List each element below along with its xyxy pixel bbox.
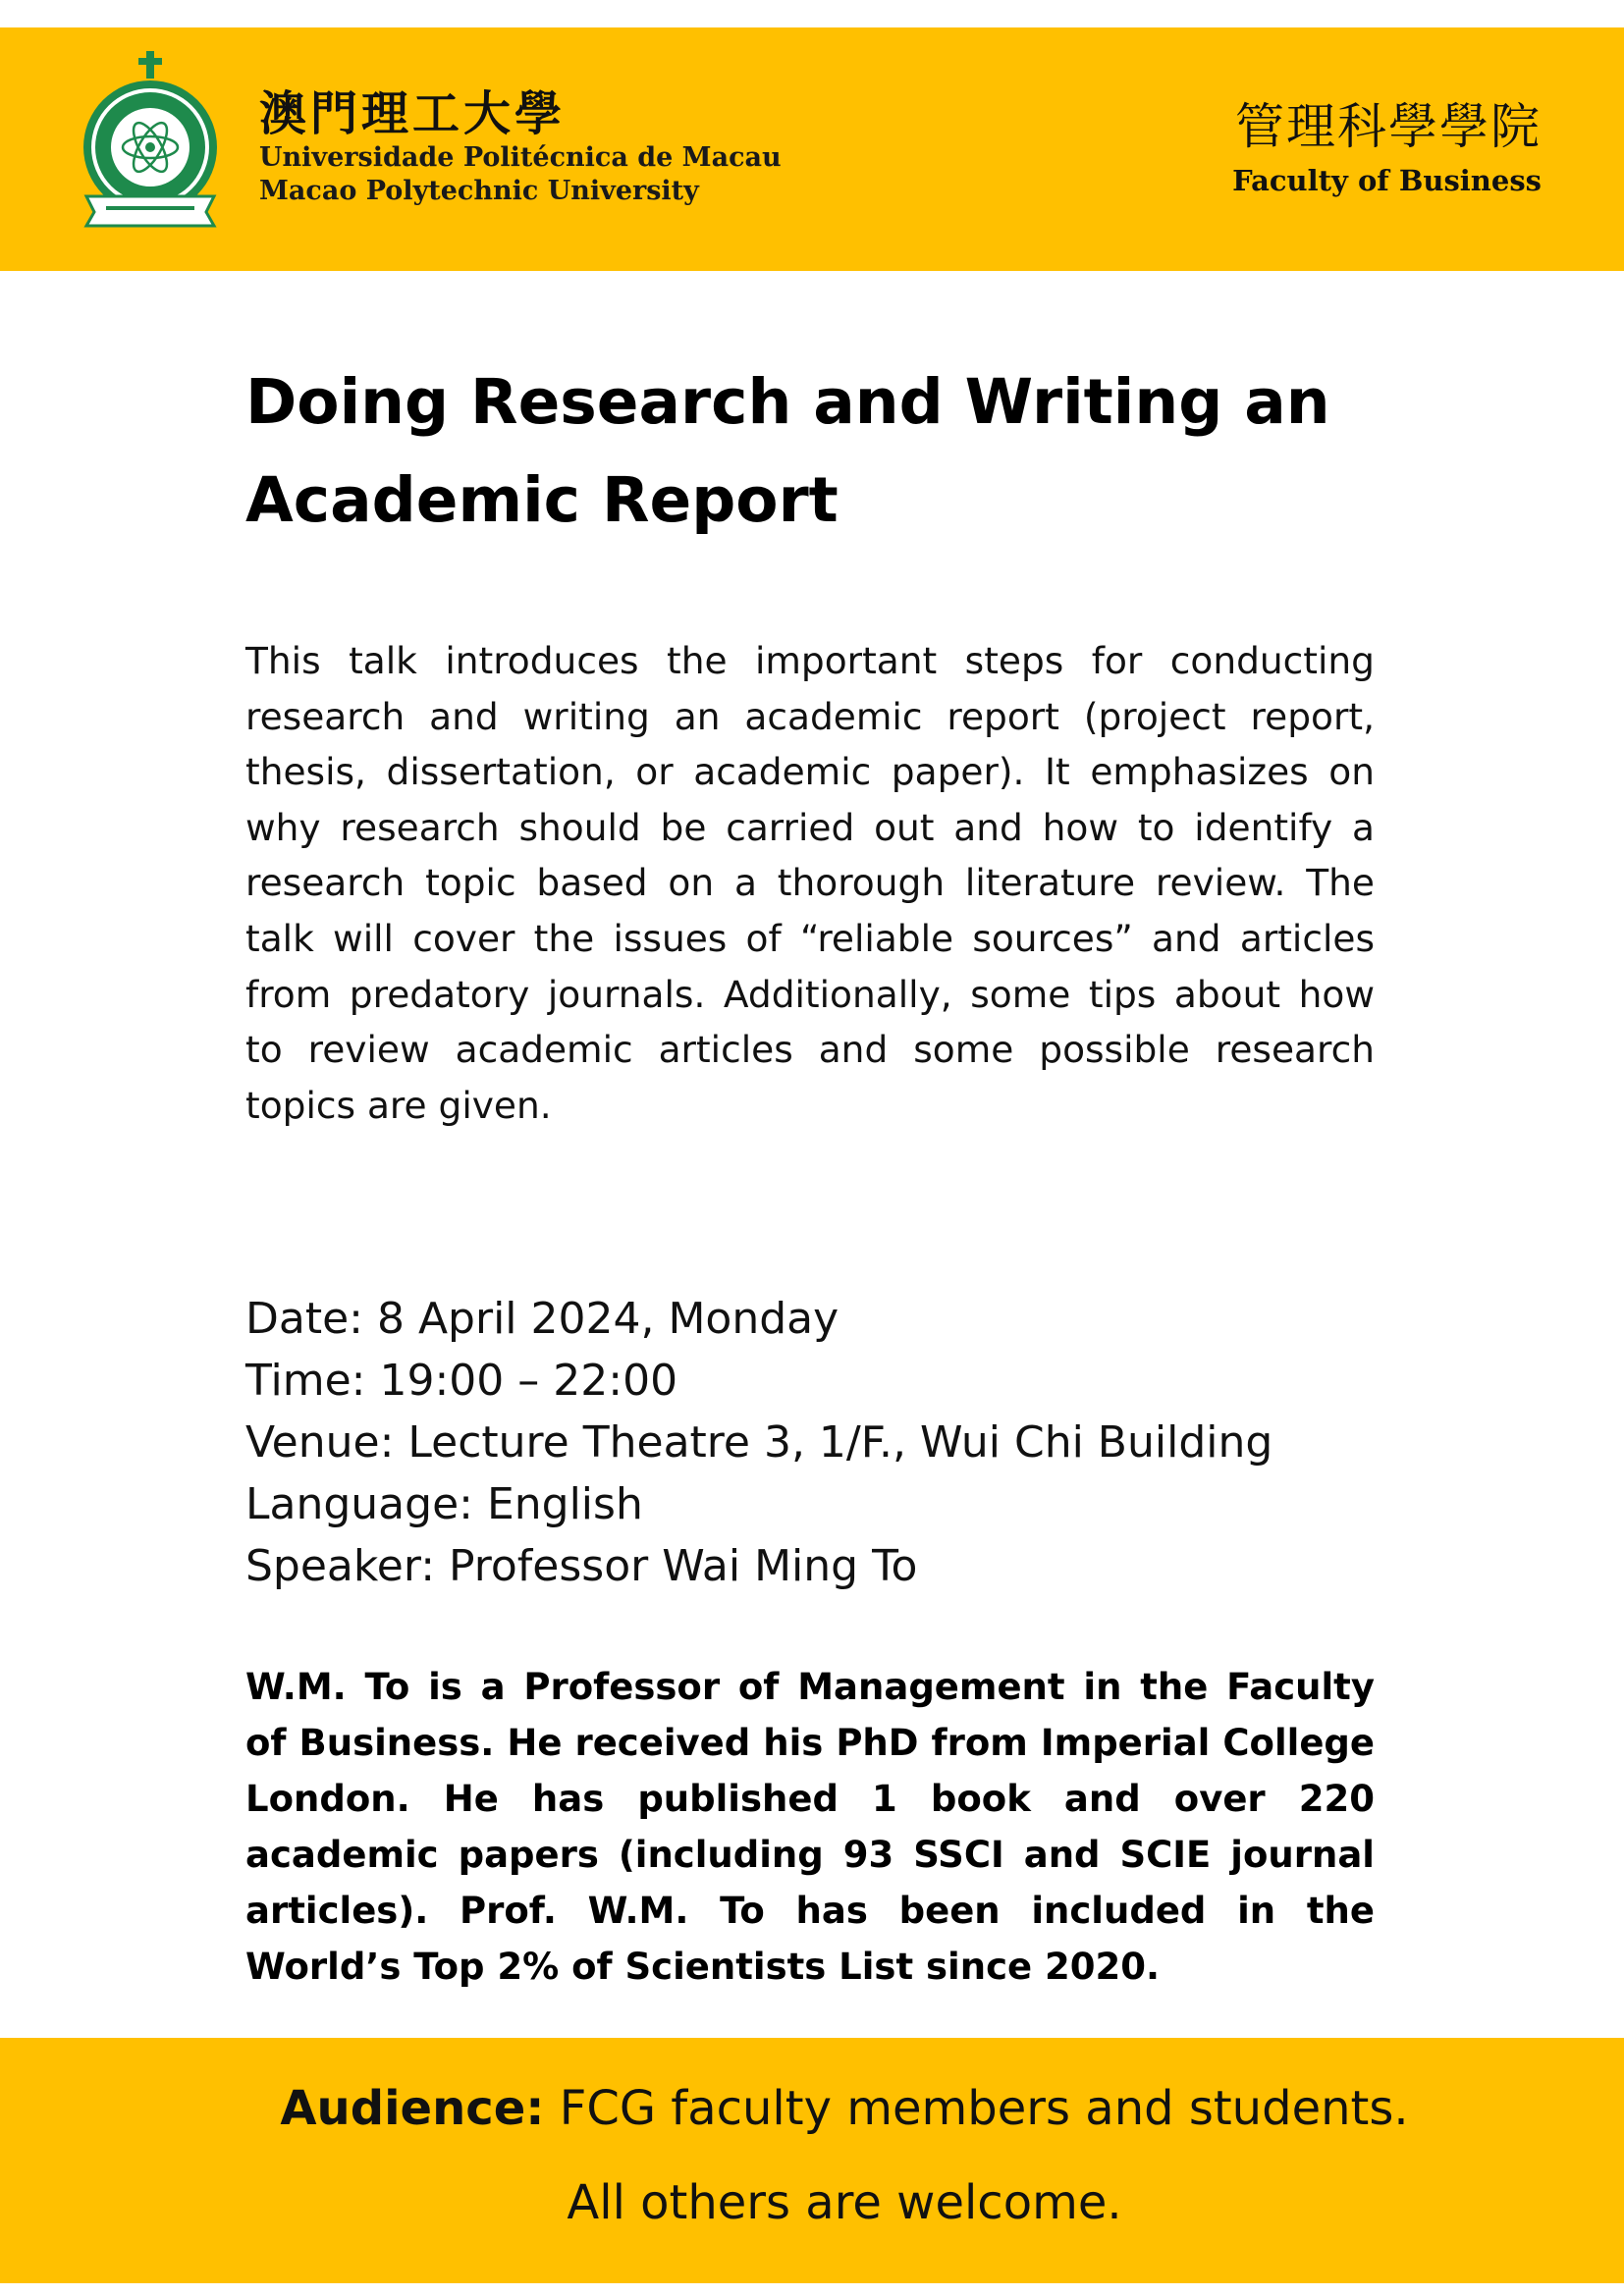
- faculty-name-chinese: 管理科學學院: [1235, 98, 1542, 155]
- footer-band: [0, 2038, 1624, 2283]
- talk-abstract: This talk introduces the important steps for conducting research and writing an academic report (project report, thesis, dissertation, or academic paper). It emphasizes on why research should be carried out and how to identify a research topic based on a thorough literature review. The talk will cover the issues of “reliable sources” and articles from predatory journals. Additionally, some tips about how to review academic articles and some possible research topics are given.: [245, 639, 1375, 1127]
- university-seal-icon: [77, 49, 224, 231]
- welcome-text: All others are welcome.: [567, 2175, 1122, 2230]
- talk-title-line-2: Academic Report: [245, 464, 839, 536]
- faculty-name-english: Faculty of Business: [1232, 164, 1542, 197]
- university-name-portuguese: Universidade Politécnica de Macau: [259, 142, 782, 173]
- university-name-block: [259, 86, 782, 208]
- audience-label: Audience:: [280, 2081, 545, 2136]
- audience-text: FCG faculty members and students.: [544, 2081, 1409, 2136]
- event-speaker: Speaker: Professor Wai Ming To: [245, 1541, 918, 1591]
- event-language: Language: English: [245, 1479, 643, 1529]
- event-venue: Venue: Lecture Theatre 3, 1/F., Wui Chi Building: [245, 1417, 1273, 1468]
- audience-line: [0, 2077, 1624, 2140]
- speaker-bio: W.M. To is a Professor of Management in the Faculty of Business. He received his PhD from Imperial College London. He has published 1 book and over 220 academic papers (including 93 SSCI and SCIE journal articles). Prof. W.M. To has been included in the World’s Top 2% of Scientists List since 2020.: [245, 1666, 1375, 1988]
- university-name-english: Macao Polytechnic University: [259, 176, 699, 206]
- talk-title: [245, 353, 1384, 550]
- event-details: [245, 1288, 1272, 1597]
- event-time: Time: 19:00 – 22:00: [245, 1356, 678, 1406]
- faculty-name-block: [1232, 98, 1542, 200]
- university-name-chinese: 澳門理工大學: [259, 86, 567, 141]
- talk-title-line-1: Doing Research and Writing an: [245, 366, 1330, 438]
- event-date: Date: 8 April 2024, Monday: [245, 1294, 839, 1344]
